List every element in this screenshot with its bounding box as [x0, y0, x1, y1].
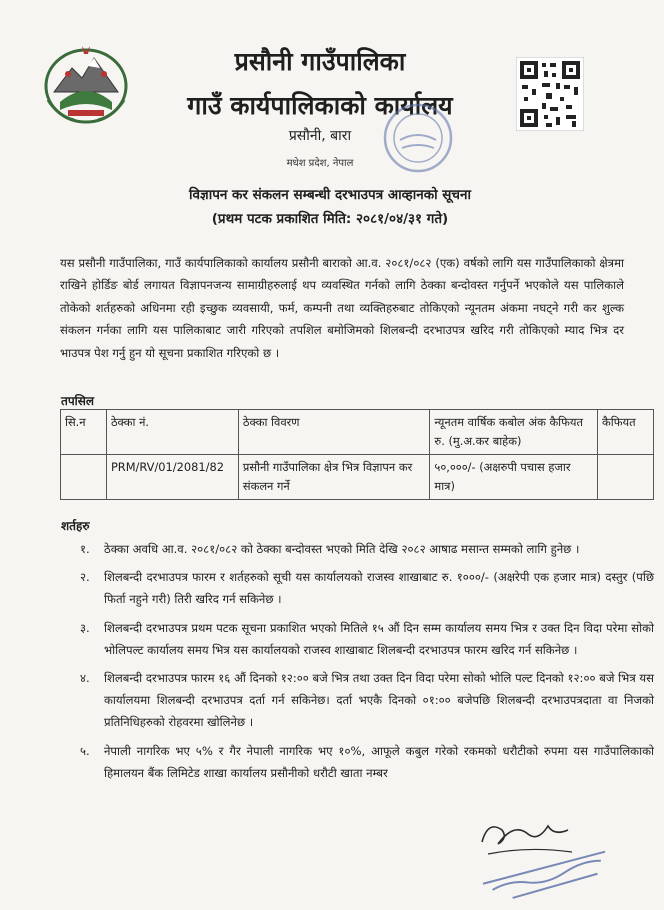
- condition-item: [80, 667, 654, 734]
- table-header-cell: ठेक्का विवरण: [238, 410, 430, 455]
- notice-title: विज्ञापन कर संकलन सम्बन्धी दरभाउपत्र आव्हानको सूचना: [189, 187, 471, 203]
- table-row: [61, 455, 654, 500]
- condition-item: [80, 740, 654, 784]
- table-cell: [61, 455, 107, 500]
- table-cell: [598, 455, 654, 500]
- condition-number: ४.: [80, 671, 90, 686]
- table-header-cell: ठेक्का नं.: [106, 410, 238, 455]
- conditions-label: शर्तहरु: [61, 519, 90, 533]
- notice-subtitle: (प्रथम पटक प्रकाशित मिति: २०८१/०४/३१ गते): [211, 211, 449, 227]
- table-header-row: [61, 410, 654, 455]
- nepal-emblem-icon: [38, 40, 134, 126]
- condition-item: [80, 566, 654, 610]
- condition-item: [80, 617, 654, 661]
- table-header-cell: सि.न: [61, 410, 107, 455]
- table-cell: PRM/RV/01/2081/82: [106, 455, 238, 500]
- location: प्रसौनी, बारा: [288, 128, 352, 144]
- table-header-cell: न्यूनतम वार्षिक कबोल अंक कैफियत रु. (मु.अ.कर बाहेक): [430, 410, 598, 455]
- contract-table: [60, 409, 654, 500]
- table-label: तपसिल: [61, 394, 95, 408]
- condition-text: शिलबन्दी दरभाउपत्र फारम र शर्तहरुको सूची यस कार्यालयको राजस्व शाखाबाट रु. १०००/- (अक्षरेपी एक हजार मात्र) दस्तुर (पछि फिर्ता नहुने गरी) तिरी खरिद गर्न सकिनेछ ।: [104, 570, 654, 607]
- org-name: प्रसौनी गाउँपालिका: [234, 47, 406, 76]
- condition-text: शिलबन्दी दरभाउपत्र फारम १६ औं दिनको १२:०० बजे भित्र तथा उक्त दिन विदा परेमा सोको भोलि पल्ट दिनको १२:०० बजे भित्र यस कार्यालयमा शिलबन्दी दरभाउपत्र दर्ता गर्न सकिनेछ। दर्ता भएकै दिनको ०१:०० बजेपछि शिलबन्दी दरभाउपत्रदाता वा निजको प्रतिनिधिहरुको रोहवरमा खोलिनेछ ।: [104, 671, 654, 730]
- province: मधेश प्रदेश, नेपाल: [286, 158, 354, 169]
- table-cell: ५०,०००/- (अक्षरुपी पचास हजार मात्र): [430, 455, 598, 500]
- office-name: गाउँ कार्यपालिकाको कार्यालय: [187, 91, 453, 120]
- table-cell: प्रसौनी गाउँपालिका क्षेत्र भित्र विज्ञापन कर संकलन गर्ने: [238, 455, 430, 500]
- body-paragraph: यस प्रसौनी गाउँपालिका, गाउँ कार्यपालिकाको कार्यालय प्रसौनी बाराको आ.व. २०८१/०८२ (एक) वर्षको लागि यस गाउँपालिकाको क्षेत्रमा राखिने होर्डिङ बोर्ड लगायत विज्ञापनजन्य सामाग्रीहरुलाई थप व्यवस्थित गर्नको लागि ठेक्का बन्दोवस्त गर्नुपर्ने भएकोले यस पालिकाले तोकेको शर्तहरुको अधिनमा रही इच्छुक व्यवसायी, फर्म, कम्पनी तथा व्यक्तिहरुबाट तोकिएको न्यूनतम अंकमा नघट्ने गरी कर शुल्क संकलन गर्नका लागि यस पालिकाबाट जारी गरिएको तपशिल बमोजिमको शिलबन्दी दरभाउपत्र खरिद गरी तोकिएको म्याद भित्र दर भाउपत्र पेश गर्नु हुन यो सूचना प्रकाशित गरिएको छ ।: [60, 256, 624, 360]
- signature: [468, 812, 628, 902]
- table-header-cell: कैफियत: [598, 410, 654, 455]
- condition-number: १.: [80, 542, 90, 556]
- condition-number: ५.: [80, 743, 90, 758]
- office-stamp: [380, 100, 456, 176]
- condition-number: ३.: [80, 620, 90, 635]
- condition-number: २.: [80, 570, 90, 585]
- condition-text: शिलबन्दी दरभाउपत्र प्रथम पटक सूचना प्रकाशित भएको मितिले १५ औं दिन सम्म कार्यालय समय भित्र र उक्त दिन विदा परेमा सोको भोलिपल्ट कार्यालय समय भित्र यस कार्यालयको राजस्व शाखाबाट शिलबन्दी दरभाउपत्र फारम खरिद गर्न सकिनेछ ।: [104, 620, 654, 657]
- conditions-list: [80, 538, 654, 790]
- condition-text: नेपाली नागरिक भए ५% र गैर नेपाली नागरिक भए १०%, आफूले कबुल गरेको रकमको धरौटीको रुपमा यस गाउँपालिकाको हिमालयन बैंक लिमिटेड शाखा कार्यालय प्रसौनीको धरौटी खाता नम्बर: [104, 743, 654, 780]
- qr-code: [516, 57, 584, 131]
- condition-item: [80, 538, 654, 560]
- condition-text: ठेक्का अवधि आ.व. २०८१/०८२ को ठेक्का बन्दोवस्त भएको मिति देखि २०८२ आषाढ मसान्त सम्मको लागि हुनेछ ।: [104, 542, 580, 556]
